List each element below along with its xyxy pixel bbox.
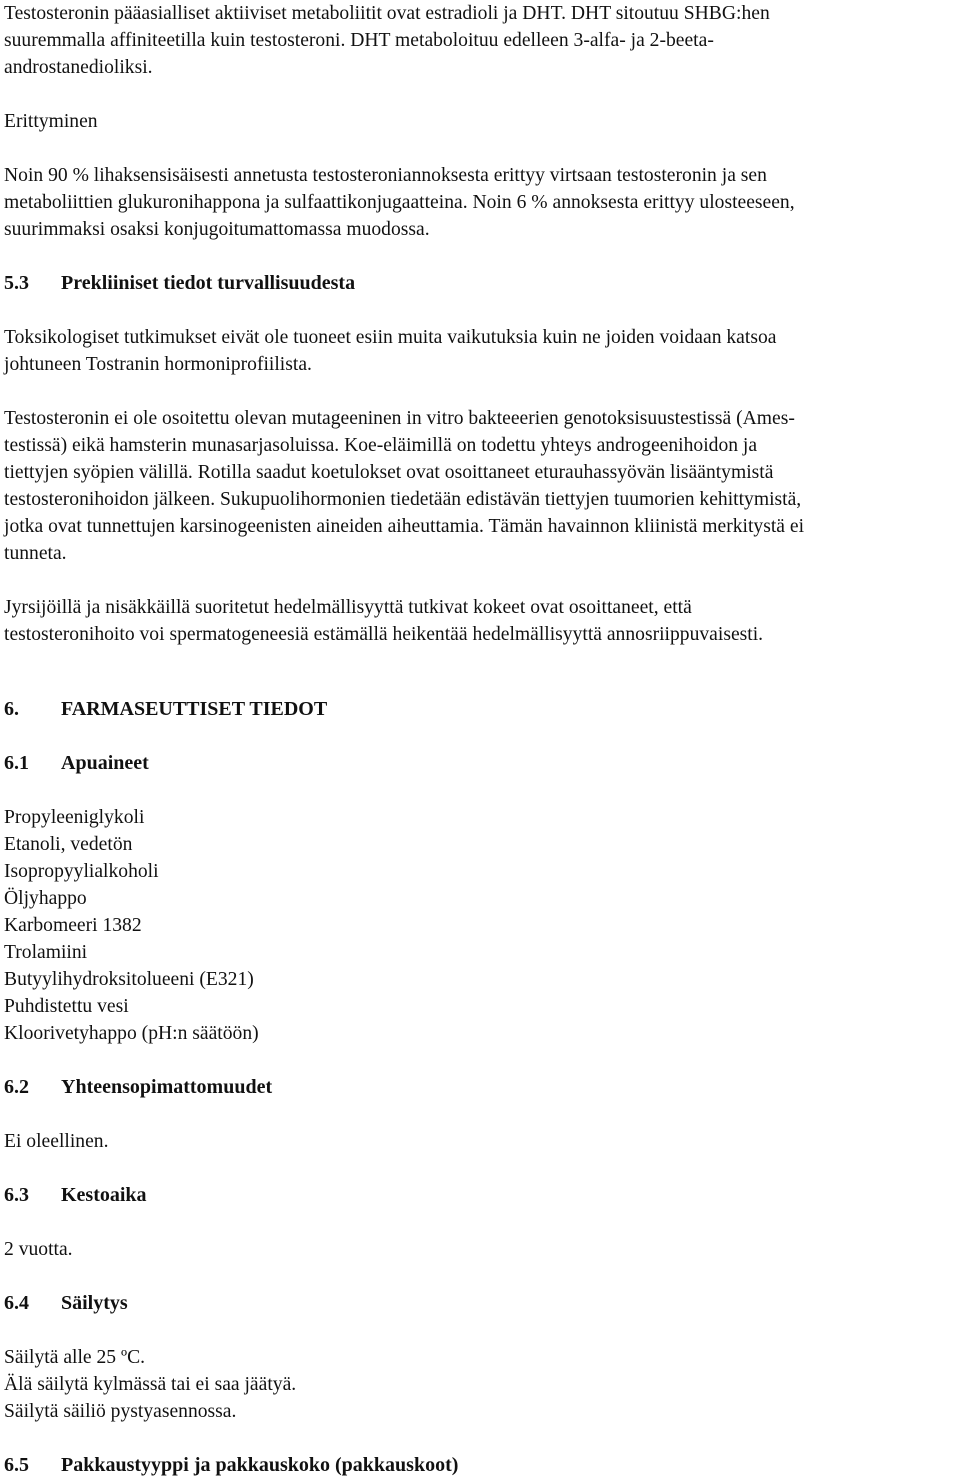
incompatibilities-text: Ei oleellinen. bbox=[4, 1131, 109, 1152]
excipient-item: Isopropyylialkoholi bbox=[4, 861, 159, 882]
erittyminen-line: metaboliittien glukuronihappona ja sulfaattikonjugaatteina. Noin 6 % annoksesta erittyy ulosteeseen, bbox=[4, 192, 795, 213]
excipient-item: Kloorivetyhappo (pH:n säätöön) bbox=[4, 1023, 259, 1044]
section-number: 6.5 bbox=[4, 1454, 29, 1476]
excipient-item: Butyylihydroksitolueeni (E321) bbox=[4, 969, 254, 990]
excipient-item: Öljyhappo bbox=[4, 888, 87, 909]
toxicology-line: johtuneen Tostranin hormoniprofiilista. bbox=[4, 354, 312, 375]
section-heading-6 bbox=[4, 696, 956, 723]
mutagenicity-line: testosteronihoidon jälkeen. Sukupuolihormonien tiedetään edistävän tiettyjen tuumorien kehittymistä, bbox=[4, 489, 802, 510]
excipient-item: Puhdistettu vesi bbox=[4, 996, 129, 1017]
section-number: 6.1 bbox=[4, 752, 29, 774]
mutagenicity-line: testissä) eikä hamsterin munasarjasoluissa. Koe-eläimillä on todettu yhteys androgeenihoidon ja bbox=[4, 435, 758, 456]
erittyminen-subheading: Erittyminen bbox=[4, 111, 98, 132]
section-number: 6.4 bbox=[4, 1292, 29, 1314]
section-number: 5.3 bbox=[4, 272, 29, 294]
shelf-life-text: 2 vuotta. bbox=[4, 1239, 73, 1260]
section-number: 6. bbox=[4, 698, 19, 720]
section-heading-5-3 bbox=[4, 270, 956, 297]
section-title: Säilytys bbox=[61, 1292, 128, 1314]
excipient-item: Propyleeniglykoli bbox=[4, 807, 145, 828]
excipient-list bbox=[4, 804, 956, 1047]
section-number: 6.3 bbox=[4, 1184, 29, 1206]
section-title: Prekliiniset tiedot turvallisuudesta bbox=[61, 272, 356, 294]
toxicology-line: Toksikologiset tutkimukset eivät ole tuoneet esiin muita vaikutuksia kuin ne joiden voidaan katsoa bbox=[4, 327, 777, 348]
fertility-line: Jyrsijöillä ja nisäkkäillä suoritetut hedelmällisyyttä tutkivat kokeet ovat osoittaneet, että bbox=[4, 597, 692, 618]
mutagenicity-line: Testosteronin ei ole osoitettu olevan mutageeninen in vitro bakteeerien genotoksisuustestissä (Ames- bbox=[4, 408, 795, 429]
section-heading-6-4 bbox=[4, 1290, 956, 1317]
excipient-item: Karbomeeri 1382 bbox=[4, 915, 142, 936]
section-title: FARMASEUTTISET TIEDOT bbox=[61, 698, 328, 720]
intro-line: Testosteronin pääasialliset aktiiviset metaboliitit ovat estradioli ja DHT. DHT sitoutuu SHBG:hen bbox=[4, 3, 770, 24]
excipient-item: Trolamiini bbox=[4, 942, 88, 963]
excipient-item: Etanoli, vedetön bbox=[4, 834, 133, 855]
intro-line: androstanedioliksi. bbox=[4, 57, 153, 78]
document-page bbox=[4, 0, 956, 1479]
section-heading-6-3 bbox=[4, 1182, 956, 1209]
storage-item: Säilytä säiliö pystyasennossa. bbox=[4, 1401, 237, 1422]
mutagenicity-line: tiettyjen syöpien välillä. Rotilla saadut koetulokset ovat osoittaneet eturauhassyövän lisääntymistä bbox=[4, 462, 774, 483]
section-title: Pakkaustyyppi ja pakkauskoko (pakkauskoot) bbox=[61, 1454, 459, 1476]
erittyminen-line: suurimmaksi osaksi konjugoitumattomassa muodossa. bbox=[4, 219, 430, 240]
section-title: Yhteensopimattomuudet bbox=[61, 1076, 273, 1098]
section-heading-6-1 bbox=[4, 750, 956, 777]
storage-list bbox=[4, 1344, 956, 1425]
intro-line: suuremmalla affiniteetilla kuin testosteroni. DHT metaboloituu edelleen 3-alfa- ja 2-beeta- bbox=[4, 30, 714, 51]
section-heading-6-5 bbox=[4, 1452, 956, 1479]
mutagenicity-line: tunneta. bbox=[4, 543, 67, 564]
section-title: Kestoaika bbox=[61, 1184, 147, 1206]
fertility-line: testosteronihoito voi spermatogeneesiä estämällä heikentää hedelmällisyyttä annosriippuvaisesti. bbox=[4, 624, 764, 645]
section-number: 6.2 bbox=[4, 1076, 29, 1098]
mutagenicity-line: jotka ovat tunnettujen karsinogeenisten aineiden aiheuttamia. Tämän havainnon kliinistä merkitystä ei bbox=[4, 516, 805, 537]
section-title: Apuaineet bbox=[61, 752, 149, 774]
storage-item: Säilytä alle 25 ºC. bbox=[4, 1347, 146, 1368]
section-heading-6-2 bbox=[4, 1074, 956, 1101]
erittyminen-line: Noin 90 % lihaksensisäisesti annetusta testosteroniannoksesta erittyy virtsaan testosteronin ja sen bbox=[4, 165, 767, 186]
storage-item: Älä säilytä kylmässä tai ei saa jäätyä. bbox=[4, 1374, 297, 1395]
